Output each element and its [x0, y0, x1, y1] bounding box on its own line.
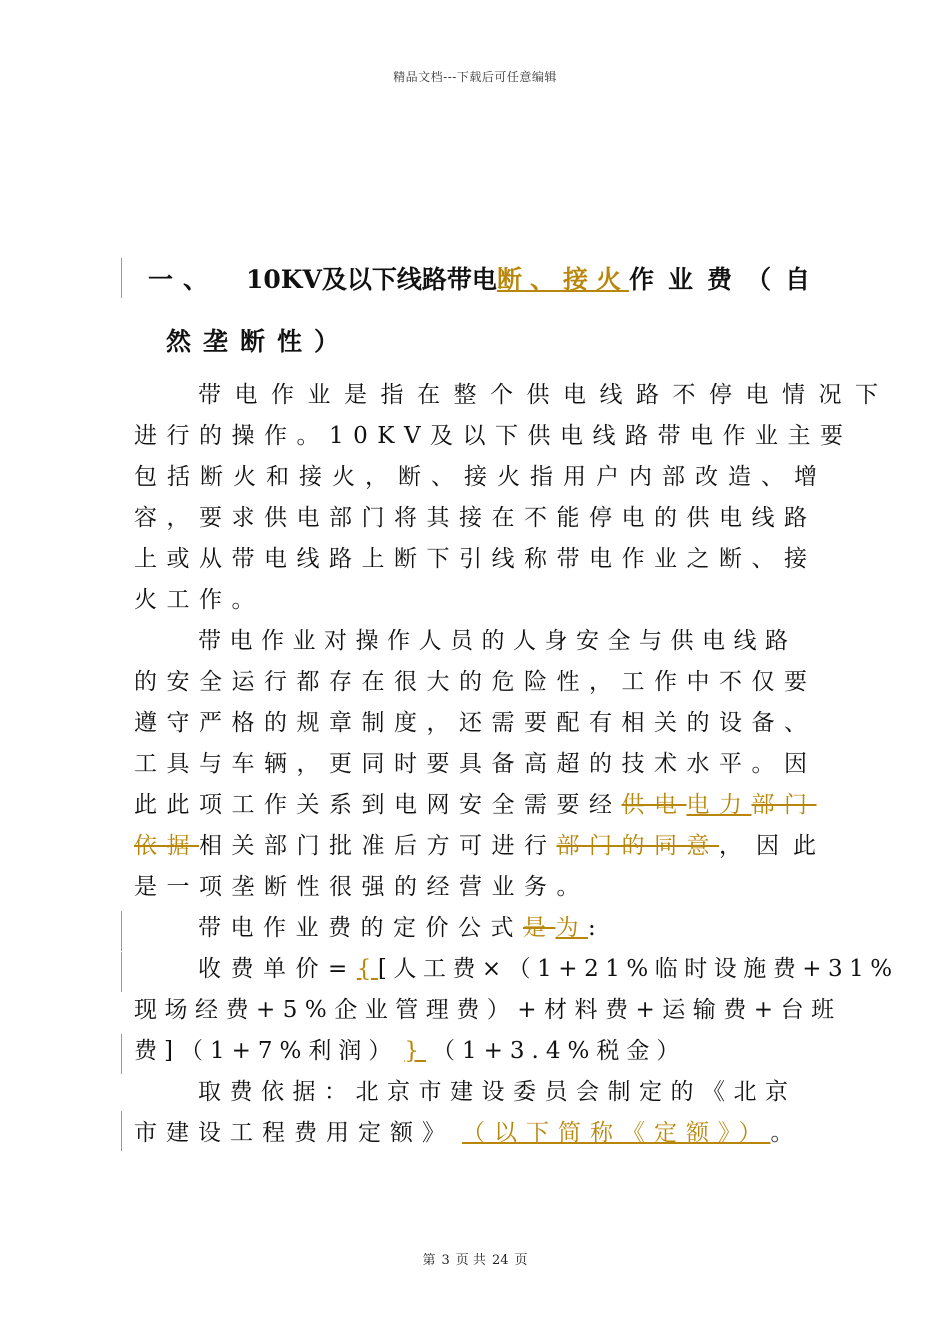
page-number: 3 [441, 1253, 450, 1268]
text-segment: 。 [770, 1120, 803, 1146]
heading-number: 一、 [148, 265, 219, 294]
heading-text-a: 10KV及以下线路带电 [246, 265, 497, 294]
page-header: 精品文档---下载后可任意编辑 [393, 70, 557, 84]
text-line: 火工作。 [134, 587, 264, 613]
deleted-text: 部门的同意 [556, 833, 719, 859]
text-segment: 带电作业费的定价公式 [198, 915, 523, 941]
text-segment: ，因此 [719, 833, 830, 859]
text-segment: 收费单价= [198, 956, 357, 982]
deleted-text: 部门 [751, 792, 817, 818]
text-segment: （1+3.4%税金） [432, 1038, 687, 1064]
heading-line-2: 然垄断性） [166, 327, 352, 356]
text-line: 遵守严格的规章制度，还需要配有相关的设备、 [134, 710, 817, 736]
text-line: 带电作业是指在整个供电线路不停电情况下 [198, 382, 892, 408]
revision-bar [121, 1034, 122, 1074]
total-pages: 24 [491, 1253, 509, 1268]
inserted-text: } [404, 1038, 427, 1064]
text-line: 是一项垄断性很强的经营业务。 [134, 874, 589, 900]
footer-mid: 页 共 [455, 1253, 486, 1268]
inserted-text: 为 [555, 915, 588, 941]
text-segment: 相关部门批准后方可进行 [199, 833, 557, 859]
text-line: 带电作业对操作人员的人身安全与供电线路 [198, 628, 797, 654]
text-line: 的安全运行都存在很大的危险性，工作中不仅要 [134, 669, 817, 695]
revision-bar [121, 1111, 122, 1151]
page-footer [0, 1249, 950, 1268]
footer-suffix: 页 [514, 1253, 528, 1268]
text-segment: 市建设工程费用定额》 [134, 1120, 454, 1146]
deleted-text: 供电 [621, 792, 687, 818]
revision-bar [121, 258, 122, 298]
text-line: 包括断火和接火，断、接火指用户内部改造、增 [134, 464, 827, 490]
inserted-text: { [356, 956, 378, 982]
heading-text-b: 作业费（自 [628, 265, 824, 294]
revision-bar [121, 911, 122, 951]
text-line: 容，要求供电部门将其接在不能停电的供电线路 [134, 505, 817, 531]
deleted-text: 依据 [134, 833, 199, 859]
text-line: 取费依据：北京市建设委员会制定的《北京 [198, 1079, 797, 1105]
text-line: 上或从带电线路上断下引线称带电作业之断、接 [134, 546, 817, 572]
text-segment: 费]（1+7%利润） [134, 1038, 399, 1064]
text-line: 现场经费+5%企业管理费）+材料费+运输费+台班 [134, 997, 842, 1023]
deleted-text: 是 [523, 915, 556, 941]
footer-prefix: 第 [422, 1253, 436, 1268]
inserted-text: 电力 [686, 792, 752, 818]
text-line: 工具与车辆，更同时要具备高超的技术水平。因 [134, 751, 817, 777]
text-line: 进行的操作。10KV及以下供电线路带电作业主要 [134, 423, 853, 449]
text-segment: : [588, 915, 606, 941]
text-segment: [人工费×（1+21%临时设施费+31% [377, 956, 899, 982]
inserted-text: 断、接火 [496, 265, 629, 294]
text-segment: 此此项工作关系到电网安全需要经 [134, 792, 622, 818]
revision-bar [121, 952, 122, 992]
inserted-text: （以下简称《定额》） [462, 1120, 771, 1146]
